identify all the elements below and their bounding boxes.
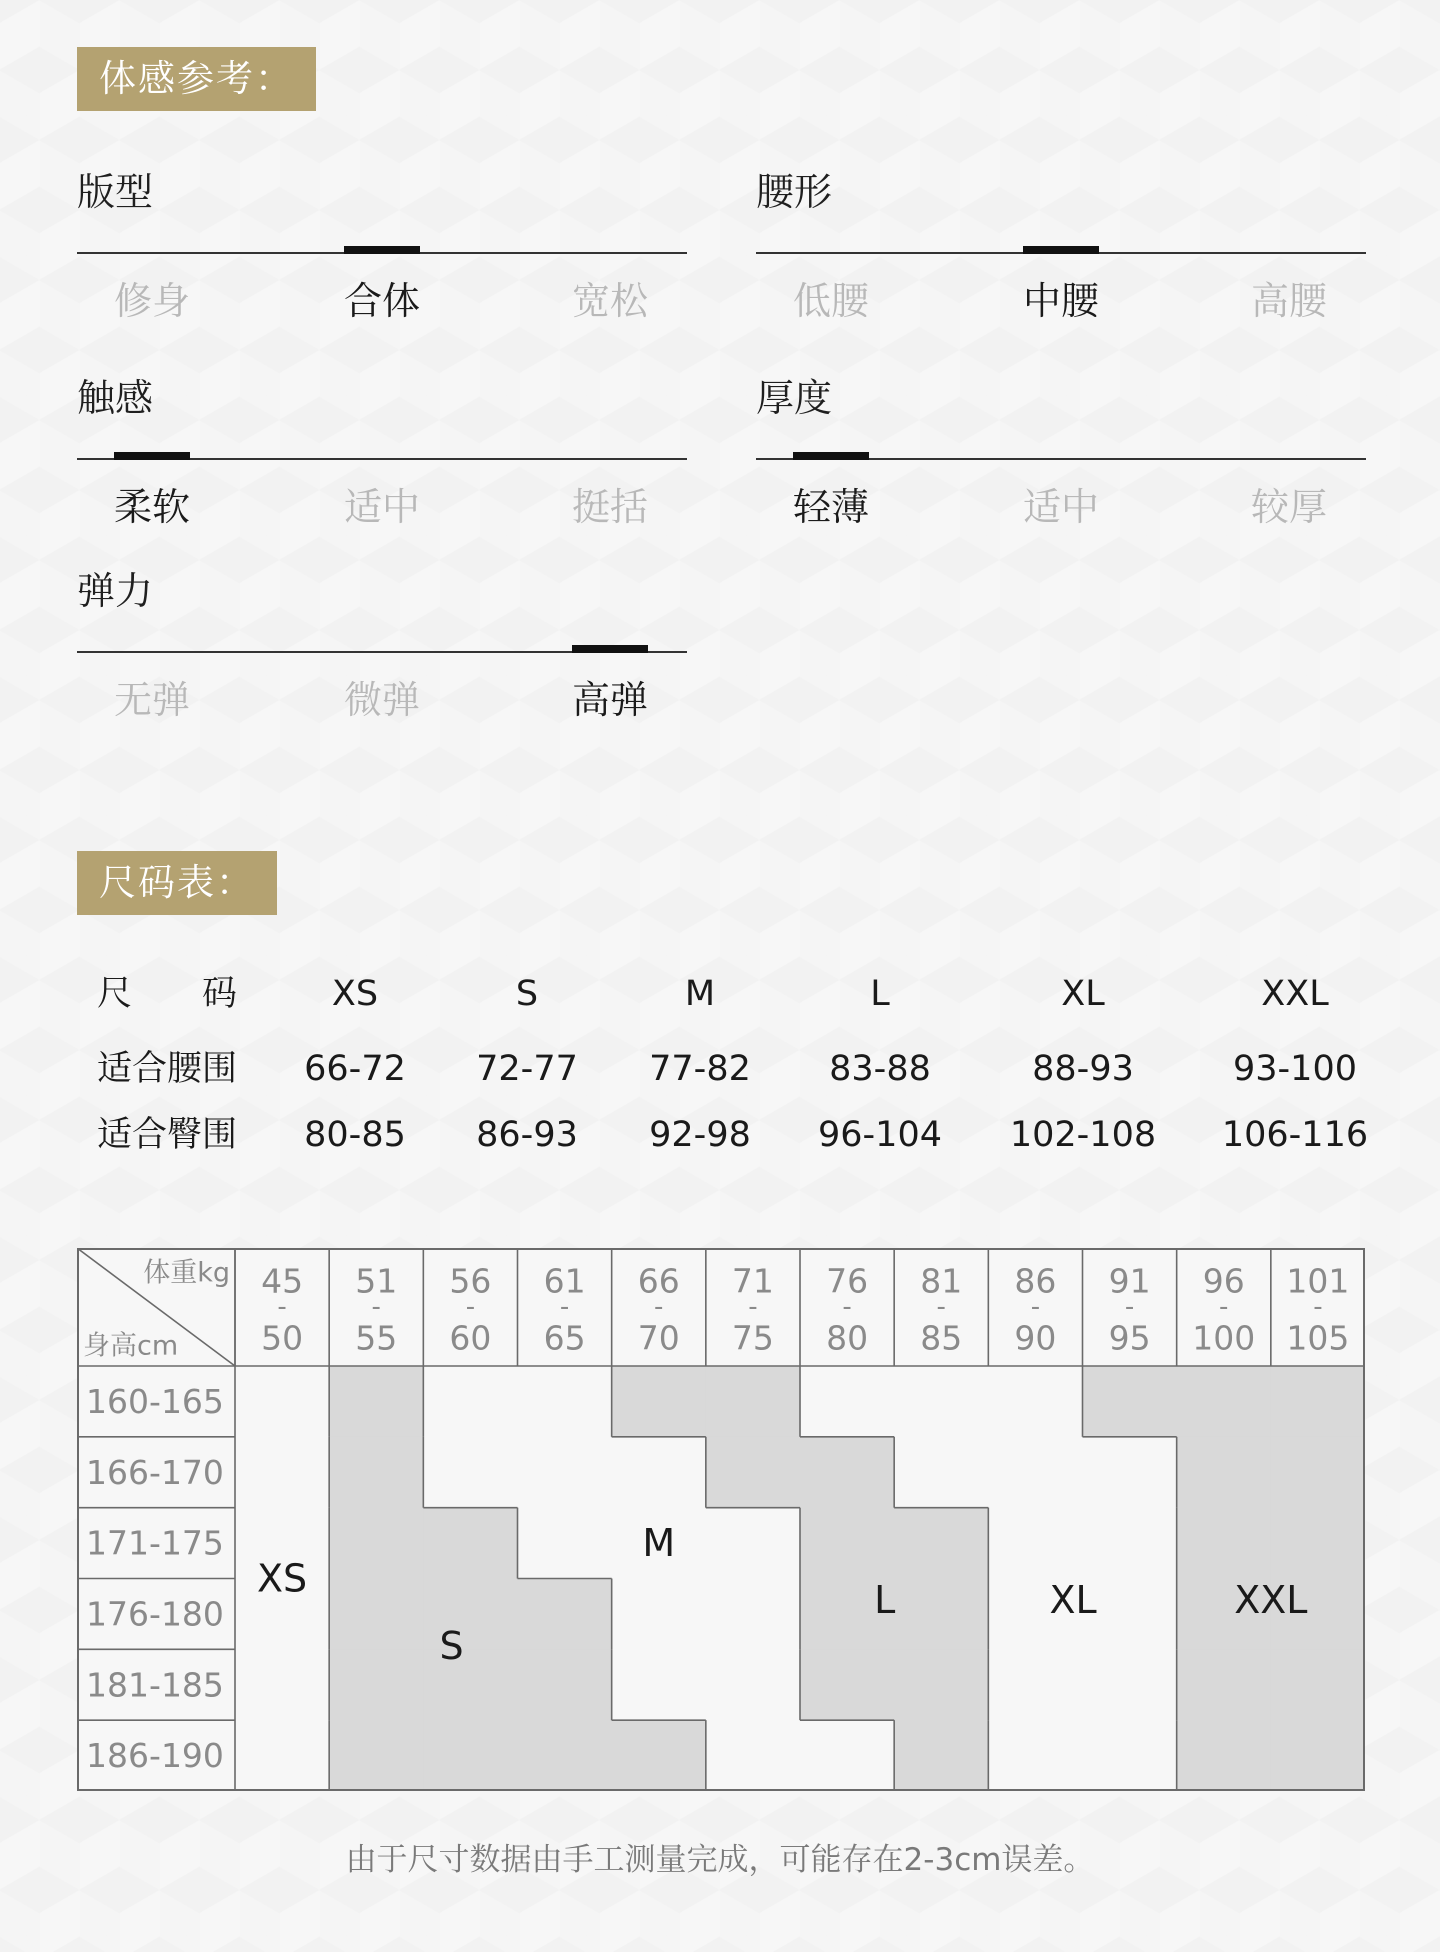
height-weight-grid bbox=[77, 1248, 1365, 1791]
size-region-cell bbox=[518, 1720, 613, 1791]
weight-range-dash: - bbox=[1313, 1292, 1323, 1322]
size-table-header-row bbox=[0, 969, 1440, 1019]
size-region-label: M bbox=[642, 1521, 676, 1566]
size-region-cell bbox=[1177, 1720, 1272, 1791]
size-table-size-header: M bbox=[684, 974, 716, 1014]
feel-attribute-option: 高腰 bbox=[1250, 279, 1327, 323]
feel-attribute-option: 适中 bbox=[343, 485, 420, 529]
height-range-label: 176-180 bbox=[86, 1594, 224, 1634]
weight-range-end: 60 bbox=[449, 1318, 492, 1358]
weight-range-end: 65 bbox=[543, 1318, 586, 1358]
size-region-cell bbox=[329, 1579, 424, 1650]
size-region-cell bbox=[329, 1649, 424, 1720]
size-region-cell bbox=[518, 1579, 613, 1650]
feel-section-tag: 体感参考： bbox=[77, 47, 316, 111]
weight-range-start: 96 bbox=[1202, 1261, 1245, 1301]
weight-range-dash: - bbox=[559, 1292, 570, 1322]
feel-attribute-option: 修身 bbox=[113, 279, 190, 323]
weight-range-end: 70 bbox=[637, 1318, 680, 1358]
weight-range-start: 91 bbox=[1108, 1261, 1151, 1301]
feel-attribute-selected-marker bbox=[114, 452, 190, 460]
weight-range-dash: - bbox=[1219, 1292, 1229, 1322]
weight-range-dash: - bbox=[277, 1292, 287, 1322]
size-region-cell bbox=[423, 1720, 518, 1791]
size-table-size-header: XL bbox=[1061, 974, 1105, 1014]
size-region-label: XXL bbox=[1234, 1577, 1308, 1622]
size-table-cell: 77-82 bbox=[649, 1049, 751, 1089]
size-region-cell bbox=[1177, 1437, 1272, 1508]
height-range-label: 186-190 bbox=[86, 1736, 224, 1776]
size-region-cell bbox=[612, 1366, 707, 1437]
size-table-cell: 93-100 bbox=[1233, 1049, 1357, 1089]
weight-range-dash: - bbox=[371, 1292, 381, 1322]
weight-range-end: 105 bbox=[1286, 1318, 1350, 1358]
feel-attribute bbox=[77, 374, 687, 544]
size-region-cell bbox=[423, 1649, 518, 1720]
weight-range-dash: - bbox=[842, 1292, 852, 1322]
size-region-cell bbox=[800, 1437, 895, 1508]
size-region-cell bbox=[894, 1579, 989, 1650]
weight-range-start: 61 bbox=[543, 1261, 586, 1301]
size-table-row-label: 适合腰围 bbox=[97, 1049, 238, 1089]
size-region-cell bbox=[1271, 1437, 1365, 1508]
size-region-cell bbox=[894, 1649, 989, 1720]
height-range-label: 160-165 bbox=[86, 1381, 224, 1421]
feel-attribute-selected-marker bbox=[344, 246, 420, 254]
feel-attribute-option: 柔软 bbox=[113, 485, 190, 529]
feel-attribute bbox=[77, 168, 687, 338]
weight-range-end: 100 bbox=[1192, 1318, 1256, 1358]
size-table-cell: 66-72 bbox=[304, 1049, 406, 1089]
weight-range-start: 51 bbox=[355, 1261, 398, 1301]
size-region-cell bbox=[894, 1508, 989, 1579]
weight-range-start: 66 bbox=[637, 1261, 680, 1301]
size-table-size-header: L bbox=[870, 974, 890, 1014]
size-region-label: L bbox=[874, 1577, 896, 1622]
size-table-size-header: XXL bbox=[1261, 974, 1329, 1014]
feel-attribute bbox=[756, 168, 1366, 338]
size-region-cell bbox=[518, 1649, 613, 1720]
feel-attribute-title: 版型 bbox=[77, 170, 154, 214]
weight-range-dash: - bbox=[465, 1292, 476, 1322]
feel-attribute-selected-marker bbox=[1023, 246, 1099, 254]
corner-weight-label: 体重kg bbox=[143, 1257, 230, 1289]
weight-range-dash: - bbox=[1124, 1292, 1135, 1322]
size-region-cell bbox=[423, 1508, 518, 1579]
weight-range-start: 56 bbox=[449, 1261, 492, 1301]
size-table-cell: 96-104 bbox=[818, 1115, 942, 1155]
size-table-cell: 80-85 bbox=[304, 1115, 406, 1155]
size-region-cell bbox=[1083, 1366, 1178, 1437]
weight-range-dash: - bbox=[936, 1292, 946, 1322]
size-table-cell: 72-77 bbox=[476, 1049, 578, 1089]
size-section-tag: 尺码表： bbox=[77, 851, 277, 915]
weight-range-dash: - bbox=[1030, 1292, 1041, 1322]
size-region-cell bbox=[329, 1720, 424, 1791]
size-table-header-label: 尺 码 bbox=[97, 974, 238, 1014]
size-region-label: XS bbox=[257, 1556, 308, 1601]
feel-attribute-title: 厚度 bbox=[756, 376, 833, 420]
height-range-label: 181-185 bbox=[86, 1665, 224, 1705]
weight-range-end: 90 bbox=[1014, 1318, 1057, 1358]
weight-range-start: 101 bbox=[1286, 1261, 1350, 1301]
weight-range-end: 95 bbox=[1108, 1318, 1151, 1358]
size-table-row-label: 适合臀围 bbox=[97, 1115, 238, 1155]
size-region-cell bbox=[423, 1579, 518, 1650]
height-range-label: 166-170 bbox=[86, 1452, 224, 1492]
feel-attribute-selected-marker bbox=[793, 452, 869, 460]
weight-range-start: 45 bbox=[261, 1261, 304, 1301]
corner-height-label: 身高cm bbox=[83, 1330, 179, 1362]
size-table-size-header: S bbox=[515, 974, 539, 1014]
size-table-cell: 88-93 bbox=[1032, 1049, 1134, 1089]
size-table-cell: 102-108 bbox=[1009, 1115, 1157, 1155]
feel-attribute-option: 宽松 bbox=[571, 279, 648, 323]
size-region-cell bbox=[329, 1508, 424, 1579]
size-table-cell: 106-116 bbox=[1221, 1115, 1369, 1155]
feel-attribute-option: 挺括 bbox=[571, 485, 648, 529]
feel-attribute-option: 较厚 bbox=[1250, 485, 1327, 529]
feel-attribute-option: 中腰 bbox=[1022, 279, 1099, 323]
feel-attribute-title: 腰形 bbox=[756, 170, 833, 214]
size-region-cell bbox=[706, 1437, 801, 1508]
size-region-cell bbox=[329, 1366, 424, 1437]
weight-range-dash: - bbox=[654, 1292, 664, 1322]
size-region-cell bbox=[706, 1366, 801, 1437]
weight-range-start: 71 bbox=[731, 1261, 774, 1301]
size-table-cell: 86-93 bbox=[476, 1115, 578, 1155]
weight-range-end: 75 bbox=[731, 1318, 774, 1358]
size-table-row bbox=[0, 1044, 1440, 1094]
size-region-cell bbox=[894, 1720, 989, 1791]
weight-range-end: 85 bbox=[920, 1318, 963, 1358]
size-region-cell bbox=[329, 1437, 424, 1508]
size-region-cell bbox=[1177, 1366, 1272, 1437]
size-table-size-header: XS bbox=[331, 974, 379, 1014]
feel-attribute-selected-marker bbox=[572, 645, 648, 653]
feel-attribute-option: 轻薄 bbox=[792, 485, 869, 529]
weight-range-start: 86 bbox=[1014, 1261, 1057, 1301]
weight-range-end: 50 bbox=[261, 1318, 304, 1358]
size-region-cell bbox=[612, 1720, 707, 1791]
feel-attribute-option: 高弹 bbox=[571, 678, 648, 722]
weight-range-end: 55 bbox=[355, 1318, 398, 1358]
size-region-cell bbox=[1177, 1508, 1272, 1579]
size-table-row bbox=[0, 1110, 1440, 1160]
size-table-cell: 83-88 bbox=[829, 1049, 931, 1089]
weight-range-start: 81 bbox=[920, 1261, 963, 1301]
size-region-cell bbox=[1271, 1649, 1365, 1720]
size-region-cell bbox=[800, 1649, 895, 1720]
footnote: 由于尺寸数据由手工测量完成，可能存在2-3cm误差。 bbox=[345, 1842, 1095, 1878]
weight-range-start: 76 bbox=[826, 1261, 869, 1301]
feel-attribute-title: 弹力 bbox=[77, 569, 154, 613]
feel-attribute-option: 微弹 bbox=[343, 678, 420, 722]
feel-attribute-option: 合体 bbox=[343, 279, 420, 323]
size-region-label: XL bbox=[1049, 1577, 1097, 1622]
feel-attribute bbox=[77, 567, 687, 737]
size-region-cell bbox=[800, 1508, 895, 1579]
feel-attribute-option: 适中 bbox=[1022, 485, 1099, 529]
feel-attribute-option: 低腰 bbox=[792, 279, 869, 323]
height-range-label: 171-175 bbox=[86, 1523, 224, 1563]
feel-attribute bbox=[756, 374, 1366, 544]
size-region-label: S bbox=[439, 1623, 464, 1668]
weight-range-end: 80 bbox=[826, 1318, 869, 1358]
feel-attribute-option: 无弹 bbox=[113, 678, 190, 722]
weight-range-dash: - bbox=[748, 1292, 758, 1322]
size-region-cell bbox=[1271, 1720, 1365, 1791]
size-table-cell: 92-98 bbox=[649, 1115, 751, 1155]
size-region-cell bbox=[1177, 1649, 1272, 1720]
feel-attribute-title: 触感 bbox=[77, 376, 154, 420]
size-region-cell bbox=[1271, 1366, 1365, 1437]
size-region-cell bbox=[1271, 1508, 1365, 1579]
